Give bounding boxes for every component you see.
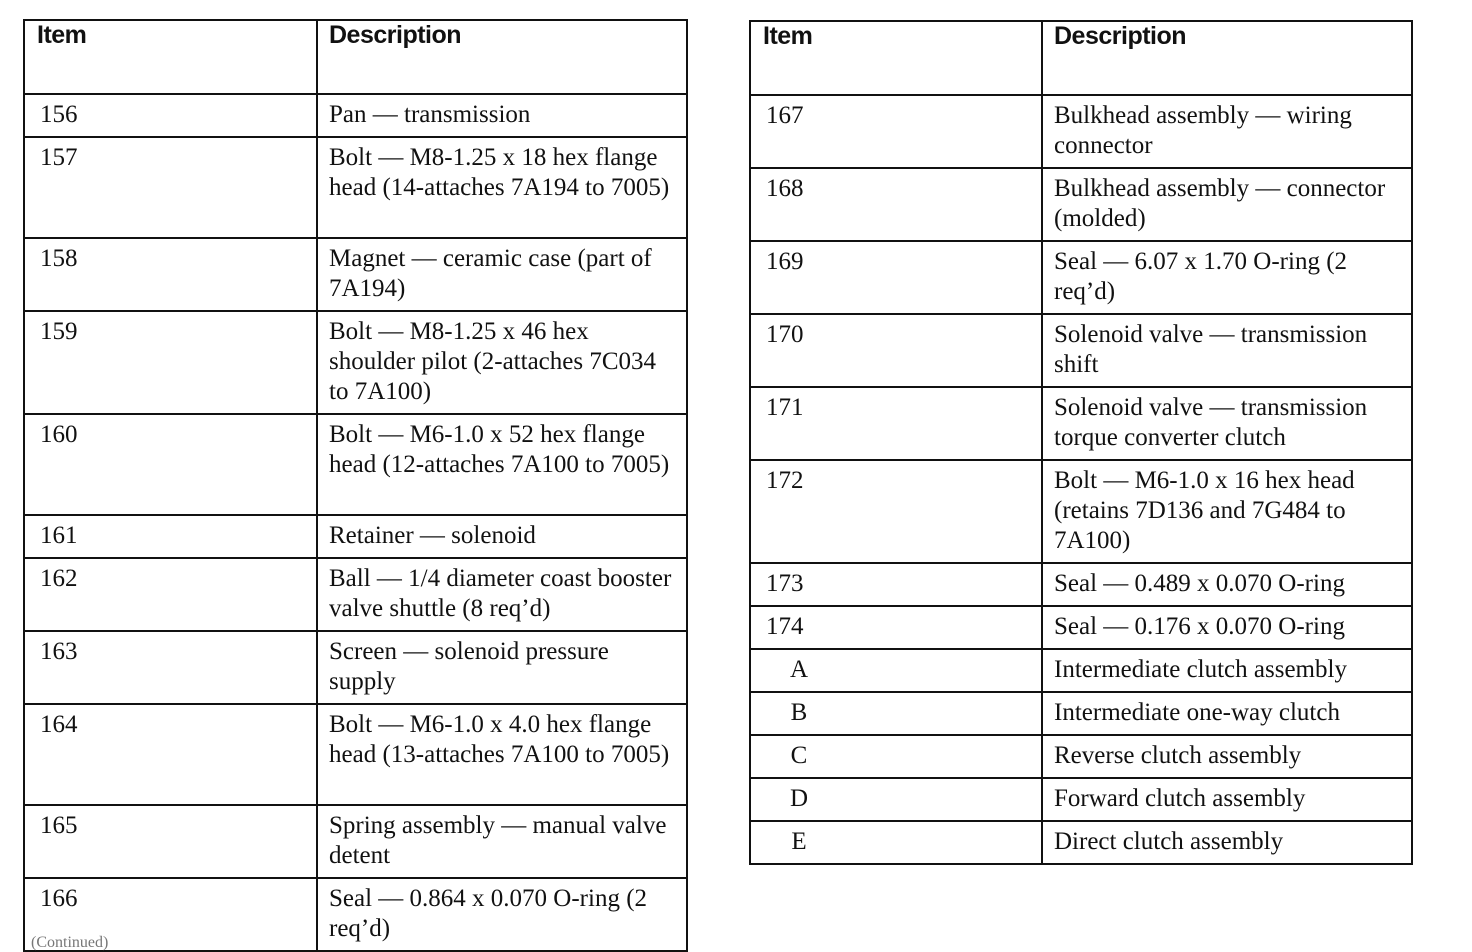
description-column-header: [317, 20, 687, 94]
table-row: [750, 563, 1412, 606]
item-number: 168: [766, 175, 804, 202]
item-number-cell: [750, 606, 1042, 649]
table-row: [750, 168, 1412, 241]
item-number-cell: [750, 387, 1042, 460]
item-number-cell: [750, 241, 1042, 314]
description-cell: [317, 878, 687, 951]
table-row: [24, 805, 687, 878]
item-description: Bolt — M6-1.0 x 16 hex head (retains 7D136 and 7G484 to 7A100): [1054, 467, 1355, 554]
item-number-cell: [750, 95, 1042, 168]
item-number: 167: [766, 102, 804, 129]
parts-table-right: [749, 20, 1413, 865]
item-number: 173: [766, 570, 804, 597]
item-number-cell: [24, 704, 317, 805]
description-cell: [317, 515, 687, 558]
item-description: Seal — 0.176 x 0.070 O-ring: [1054, 613, 1345, 640]
item-number: 156: [40, 101, 78, 128]
item-number-cell: [24, 515, 317, 558]
table-row: [24, 94, 687, 137]
description-cell: [1042, 606, 1412, 649]
item-number: 166: [40, 885, 78, 912]
item-number: 165: [40, 812, 78, 839]
table-row: [24, 137, 687, 238]
table-row: [750, 692, 1412, 735]
item-letter: C: [790, 742, 808, 769]
item-number-cell: [24, 238, 317, 311]
item-number-cell: [750, 563, 1042, 606]
item-number: 163: [40, 638, 78, 665]
item-number-cell: [750, 460, 1042, 563]
item-number: 161: [40, 522, 78, 549]
table-row: [24, 238, 687, 311]
item-description: Solenoid valve — transmission torque converter clutch: [1054, 394, 1368, 451]
table-row: [750, 606, 1412, 649]
description-cell: [1042, 735, 1412, 778]
item-column-header: [24, 20, 317, 94]
table-row: [750, 821, 1412, 864]
description-cell: [317, 94, 687, 137]
item-description: Seal — 0.489 x 0.070 O-ring: [1054, 570, 1345, 597]
item-letter: B: [790, 699, 808, 726]
table-row: [24, 515, 687, 558]
item-letter: A: [789, 656, 809, 683]
item-number-cell: [24, 137, 317, 238]
item-description: Pan — transmission: [329, 101, 531, 128]
item-number: 160: [40, 421, 78, 448]
table-row: [750, 95, 1412, 168]
description-header-label: Description: [1054, 22, 1187, 50]
item-description: Bulkhead assembly — wiring connector: [1054, 102, 1352, 159]
description-cell: [1042, 649, 1412, 692]
description-cell: [1042, 387, 1412, 460]
item-letter-cell: [750, 649, 1042, 692]
item-description: Reverse clutch assembly: [1054, 742, 1302, 769]
table-row: [750, 241, 1412, 314]
item-number: 162: [40, 565, 78, 592]
item-number: 164: [40, 711, 78, 738]
description-cell: [1042, 95, 1412, 168]
item-number: 174: [766, 613, 804, 640]
item-description: Direct clutch assembly: [1054, 828, 1284, 855]
item-description: Ball — 1/4 diameter coast booster valve shuttle (8 req’d): [329, 565, 672, 622]
item-column-header: [750, 21, 1042, 95]
item-number: 170: [766, 321, 804, 348]
item-description: Forward clutch assembly: [1054, 785, 1306, 812]
description-cell: [317, 137, 687, 238]
parts-table-left: [23, 19, 688, 952]
description-cell: [317, 311, 687, 414]
item-description: Spring assembly — manual valve detent: [329, 812, 667, 869]
item-number-cell: [24, 414, 317, 515]
item-number-cell: [24, 94, 317, 137]
item-number: 172: [766, 467, 804, 494]
header-row: [750, 21, 1412, 95]
item-letter: D: [789, 785, 809, 812]
description-cell: [1042, 563, 1412, 606]
item-letter-cell: [750, 778, 1042, 821]
description-cell: [1042, 314, 1412, 387]
description-cell: [317, 704, 687, 805]
item-letter: E: [791, 828, 807, 855]
table-row: [750, 649, 1412, 692]
item-letter-cell: [750, 821, 1042, 864]
table-row: [750, 735, 1412, 778]
description-cell: [317, 631, 687, 704]
item-description: Bolt — M8-1.25 x 46 hex shoulder pilot (2-attaches 7C034 to 7A100): [329, 318, 657, 405]
description-header-label: Description: [329, 21, 462, 49]
description-cell: [1042, 821, 1412, 864]
description-column-header: [1042, 21, 1412, 95]
item-description: Bolt — M6-1.0 x 4.0 hex flange head (13-attaches 7A100 to 7005): [329, 711, 670, 768]
item-number-cell: [24, 311, 317, 414]
item-description: Magnet — ceramic case (part of 7A194): [329, 245, 652, 302]
item-number-cell: [750, 314, 1042, 387]
item-number: 169: [766, 248, 804, 275]
table-row: [24, 311, 687, 414]
item-header-label: Item: [763, 22, 813, 50]
table-row: [24, 558, 687, 631]
item-number: 158: [40, 245, 78, 272]
item-number: 159: [40, 318, 78, 345]
item-number: 157: [40, 144, 78, 171]
item-description: Solenoid valve — transmission shift: [1054, 321, 1368, 378]
table-row: [750, 778, 1412, 821]
item-description: Intermediate clutch assembly: [1054, 656, 1347, 683]
item-description: Retainer — solenoid: [329, 522, 536, 549]
description-cell: [1042, 168, 1412, 241]
item-description: Seal — 0.864 x 0.070 O-ring (2 req’d): [329, 885, 648, 942]
description-cell: [1042, 241, 1412, 314]
item-description: Bulkhead assembly — connector (molded): [1054, 175, 1386, 232]
table-row: [24, 704, 687, 805]
item-description: Intermediate one-way clutch: [1054, 699, 1340, 726]
table-row: [750, 314, 1412, 387]
item-description: Bolt — M6-1.0 x 52 hex flange head (12-attaches 7A100 to 7005): [329, 421, 670, 478]
item-number-cell: [24, 558, 317, 631]
description-cell: [317, 805, 687, 878]
description-cell: [1042, 778, 1412, 821]
item-letter-cell: [750, 692, 1042, 735]
item-description: Bolt — M8-1.25 x 18 hex flange head (14-attaches 7A194 to 7005): [329, 144, 670, 201]
table-row: [24, 414, 687, 515]
description-cell: [1042, 460, 1412, 563]
item-number-cell: [24, 631, 317, 704]
item-number-cell: [750, 168, 1042, 241]
description-cell: [1042, 692, 1412, 735]
header-row: [24, 20, 687, 94]
item-letter-cell: [750, 735, 1042, 778]
table-row: [24, 631, 687, 704]
table-row: [24, 878, 687, 951]
table-row: [750, 387, 1412, 460]
item-description: Seal — 6.07 x 1.70 O-ring (2 req’d): [1054, 248, 1348, 305]
description-cell: [317, 414, 687, 515]
description-cell: [317, 238, 687, 311]
table-row: [750, 460, 1412, 563]
item-number-cell: [24, 805, 317, 878]
continued-footnote: (Continued): [31, 934, 109, 951]
item-number: 171: [766, 394, 804, 421]
item-description: Screen — solenoid pressure supply: [329, 638, 609, 695]
description-cell: [317, 558, 687, 631]
item-header-label: Item: [37, 21, 87, 49]
